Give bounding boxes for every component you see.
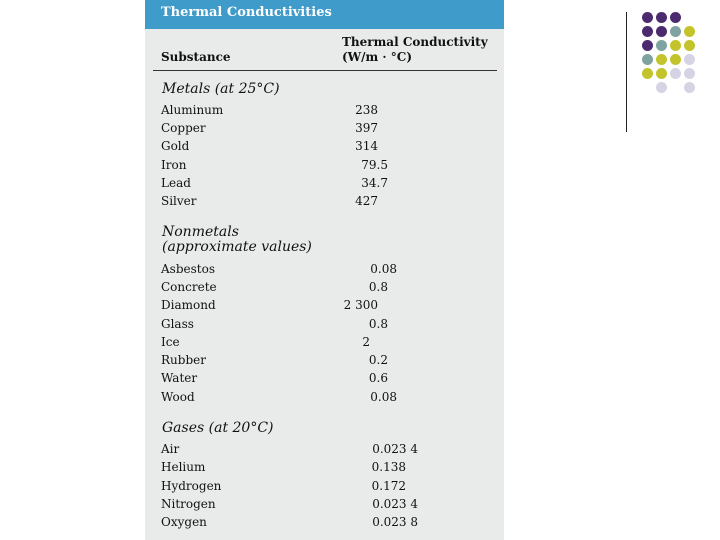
decorative-dot — [684, 68, 695, 79]
decorative-vertical-line — [626, 12, 627, 132]
row-name-wood: Wood — [161, 390, 195, 404]
row-value-helium: 0.138 — [371, 460, 406, 474]
decorative-dot — [670, 26, 681, 37]
row-name-gold: Gold — [161, 139, 190, 153]
row-name-water: Water — [161, 371, 198, 385]
row-name-lead: Lead — [161, 176, 191, 190]
row-name-nitrogen: Nitrogen — [161, 497, 216, 511]
row-name-asbestos: Asbestos — [161, 262, 215, 276]
row-value-rubber: 0.2 — [368, 353, 388, 367]
row-name-silver: Silver — [161, 194, 197, 208]
header-rule — [153, 70, 497, 71]
section-heading-nonmetals-line2: (approximate values) — [162, 239, 312, 255]
row-name-copper: Copper — [161, 121, 206, 135]
section-heading-nonmetals-line1: Nonmetals — [162, 224, 239, 240]
column-header-conductivity — [342, 35, 488, 65]
row-value-wood: 0.08 — [370, 390, 397, 404]
decorative-dot — [684, 26, 695, 37]
column-header-conductivity-unit: (W/m · °C) — [342, 50, 412, 64]
row-value-gold: 314 — [355, 139, 378, 153]
row-value-copper: 397 — [355, 121, 378, 135]
decorative-dot — [656, 68, 667, 79]
decorative-dot — [642, 68, 653, 79]
decorative-dot — [656, 40, 667, 51]
decorative-dot — [656, 82, 667, 93]
table-title-bar — [145, 0, 504, 29]
section-heading-nonmetals — [162, 225, 312, 255]
row-value-nitrogen: 0.023 4 — [372, 497, 418, 511]
decorative-dot — [670, 12, 681, 23]
decorative-dot — [670, 68, 681, 79]
column-header-conductivity-line1: Thermal Conductivity — [342, 35, 488, 49]
row-value-lead: 34.7 — [361, 176, 388, 190]
row-name-helium: Helium — [161, 460, 206, 474]
column-header-substance: Substance — [161, 50, 231, 64]
row-value-aluminum: 238 — [355, 103, 378, 117]
row-value-concrete: 0.8 — [368, 280, 388, 294]
row-value-iron: 79.5 — [361, 158, 388, 172]
decorative-dot — [684, 40, 695, 51]
row-value-glass: 0.8 — [368, 317, 388, 331]
row-name-ice: Ice — [161, 335, 180, 349]
row-value-silver: 427 — [355, 194, 378, 208]
row-value-air: 0.023 4 — [372, 442, 418, 456]
section-heading-metals: Metals (at 25°C) — [162, 81, 280, 97]
row-name-aluminum: Aluminum — [161, 103, 224, 117]
decorative-dot — [684, 54, 695, 65]
decorative-dot — [642, 12, 653, 23]
decorative-dot — [656, 26, 667, 37]
row-value-water: 0.6 — [368, 371, 388, 385]
decorative-dot — [656, 54, 667, 65]
row-name-air: Air — [161, 442, 180, 456]
row-name-concrete: Concrete — [161, 280, 217, 294]
decorative-dot — [670, 40, 681, 51]
decorative-dot — [684, 82, 695, 93]
row-name-diamond: Diamond — [161, 298, 216, 312]
decorative-dot — [642, 40, 653, 51]
row-name-hydrogen: Hydrogen — [161, 479, 222, 493]
decorative-dot — [670, 54, 681, 65]
row-value-oxygen: 0.023 8 — [372, 515, 418, 529]
decorative-dot — [642, 26, 653, 37]
row-name-rubber: Rubber — [161, 353, 206, 367]
row-value-hydrogen: 0.172 — [371, 479, 406, 493]
table-title: Thermal Conductivities — [161, 5, 332, 20]
row-name-iron: Iron — [161, 158, 187, 172]
row-value-asbestos: 0.08 — [370, 262, 397, 276]
thermal-conductivity-table — [145, 0, 504, 540]
row-name-oxygen: Oxygen — [161, 515, 207, 529]
section-heading-gases: Gases (at 20°C) — [162, 420, 274, 436]
row-name-glass: Glass — [161, 317, 194, 331]
decorative-dot — [642, 54, 653, 65]
row-value-ice: 2 — [362, 335, 370, 349]
decorative-dot — [656, 12, 667, 23]
row-value-diamond: 2 300 — [343, 298, 378, 312]
